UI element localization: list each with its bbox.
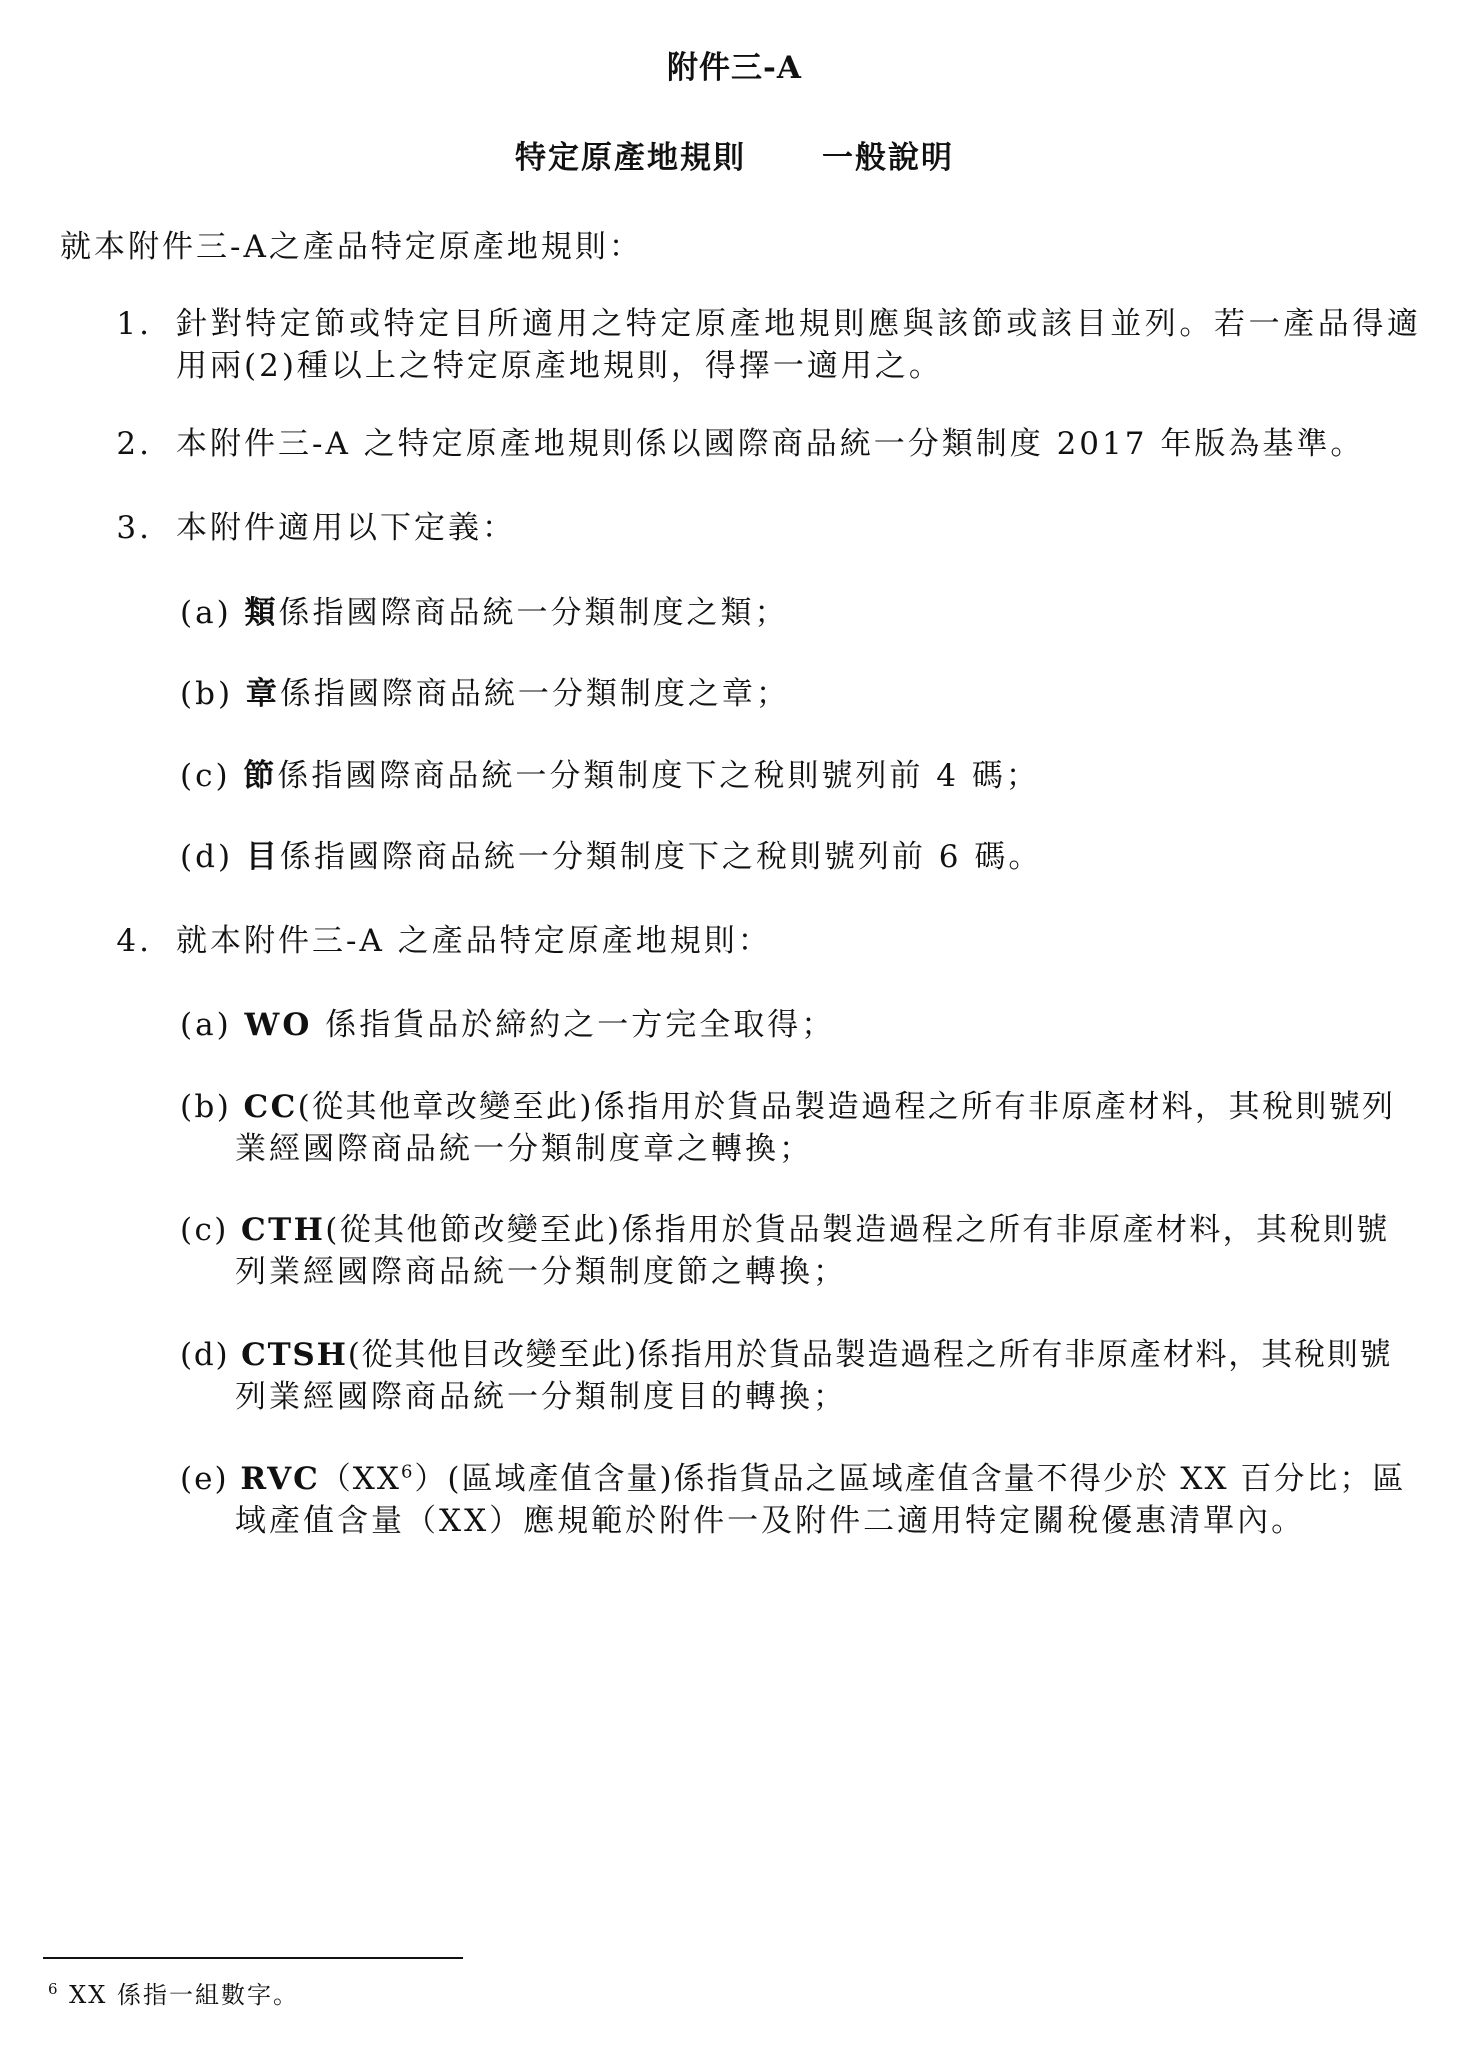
rule-term: RVC (240, 1461, 320, 1497)
rule-cc-line-2: 業經國際商品統一分類制度章之轉換； (235, 1131, 813, 1167)
rule-cth (180, 1210, 1390, 1250)
rule-term: WO (244, 1007, 313, 1043)
rule-text: (從其他節改變至此)係指用於貨品製造過程之所有非原產材料，其稅則號 (325, 1212, 1390, 1248)
definition-term: 類 (244, 595, 279, 631)
rule-ctsh (180, 1335, 1392, 1375)
footnote-text: XX 係指一組數字。 (59, 1981, 299, 2009)
rule-term: CC (243, 1089, 298, 1125)
item-number: 1. (116, 306, 152, 342)
rule-rvc-line-2: 域產值含量（XX）應規範於附件一及附件二適用特定關稅優惠清單內。 (235, 1503, 1306, 1539)
definition-a (180, 593, 789, 633)
item-number: 2. (116, 426, 152, 462)
rule-text: (從其他章改變至此)係指用於貨品製造過程之所有非原產材料，其稅則號列 (297, 1089, 1396, 1125)
footnote-separator (43, 1957, 463, 1959)
item-number: 3. (116, 510, 152, 546)
definition-label: (d) (180, 839, 234, 875)
rule-ctsh-line-2: 列業經國際商品統一分類制度目的轉換； (235, 1379, 847, 1415)
rule-text-pre: （XX (319, 1461, 401, 1497)
rule-wo (180, 1005, 835, 1045)
definition-d (180, 837, 1042, 877)
item-1-line-1: 針對特定節或特定目所適用之特定原產地規則應與該節或該目並列。若一產品得適 (176, 306, 1422, 342)
rule-term: CTSH (241, 1337, 348, 1373)
definition-term: 章 (245, 676, 280, 712)
rule-label: (d) (180, 1337, 230, 1373)
definition-label: (c) (180, 758, 231, 794)
definition-b (180, 674, 790, 714)
item-number: 4. (116, 923, 152, 959)
definition-c (180, 756, 1040, 796)
footnote-reference[interactable]: 6 (400, 1461, 415, 1483)
definition-label: (a) (180, 595, 232, 631)
intro-paragraph: 就本附件三-A之產品特定原產地規則： (60, 229, 643, 265)
rule-cth-line-2: 列業經國際商品統一分類制度節之轉換； (235, 1254, 847, 1290)
definition-text: 係指國際商品統一分類制度之類； (278, 595, 789, 631)
rule-label: (a) (180, 1007, 232, 1043)
definition-term: 節 (243, 758, 278, 794)
definition-term: 目 (245, 839, 280, 875)
item-3-line-1: 本附件適用以下定義： (176, 510, 516, 546)
annex-title: 附件三-A (667, 50, 802, 86)
footnote (48, 1975, 299, 2010)
section-title (0, 138, 1469, 178)
item-1-line-2: 用兩(2)種以上之特定原產地規則，得擇一適用之。 (176, 348, 943, 384)
definition-label: (b) (180, 676, 234, 712)
definition-text: 係指國際商品統一分類制度下之稅則號列前 6 碼。 (279, 839, 1043, 875)
rule-term: CTH (241, 1212, 326, 1248)
section-title-left: 特定原產地規則 (515, 140, 746, 176)
rule-text: ）(區域產值含量)係指貨品之區域產值含量不得少於 XX 百分比；區 (414, 1461, 1406, 1497)
item-2-line-1: 本附件三-A 之特定原產地規則係以國際商品統一分類制度 2017 年版為基準。 (176, 426, 1365, 462)
section-title-right: 一般說明 (822, 140, 954, 176)
definition-text: 係指國際商品統一分類制度下之稅則號列前 4 碼； (277, 758, 1040, 794)
item-4-line-1: 就本附件三-A 之產品特定原產地規則： (176, 923, 772, 959)
rule-text: (從其他目改變至此)係指用於貨品製造過程之所有非原產材料，其稅則號 (347, 1337, 1393, 1373)
rule-cc (180, 1087, 1395, 1127)
footnote-mark: 6 (48, 1980, 60, 1998)
rule-label: (e) (180, 1461, 229, 1497)
rule-rvc (180, 1459, 1405, 1499)
definition-text: 係指國際商品統一分類制度之章； (279, 676, 790, 712)
rule-label: (b) (180, 1089, 232, 1125)
rule-label: (c) (180, 1212, 229, 1248)
rule-text: 係指貨品於締約之一方完全取得； (312, 1007, 836, 1043)
